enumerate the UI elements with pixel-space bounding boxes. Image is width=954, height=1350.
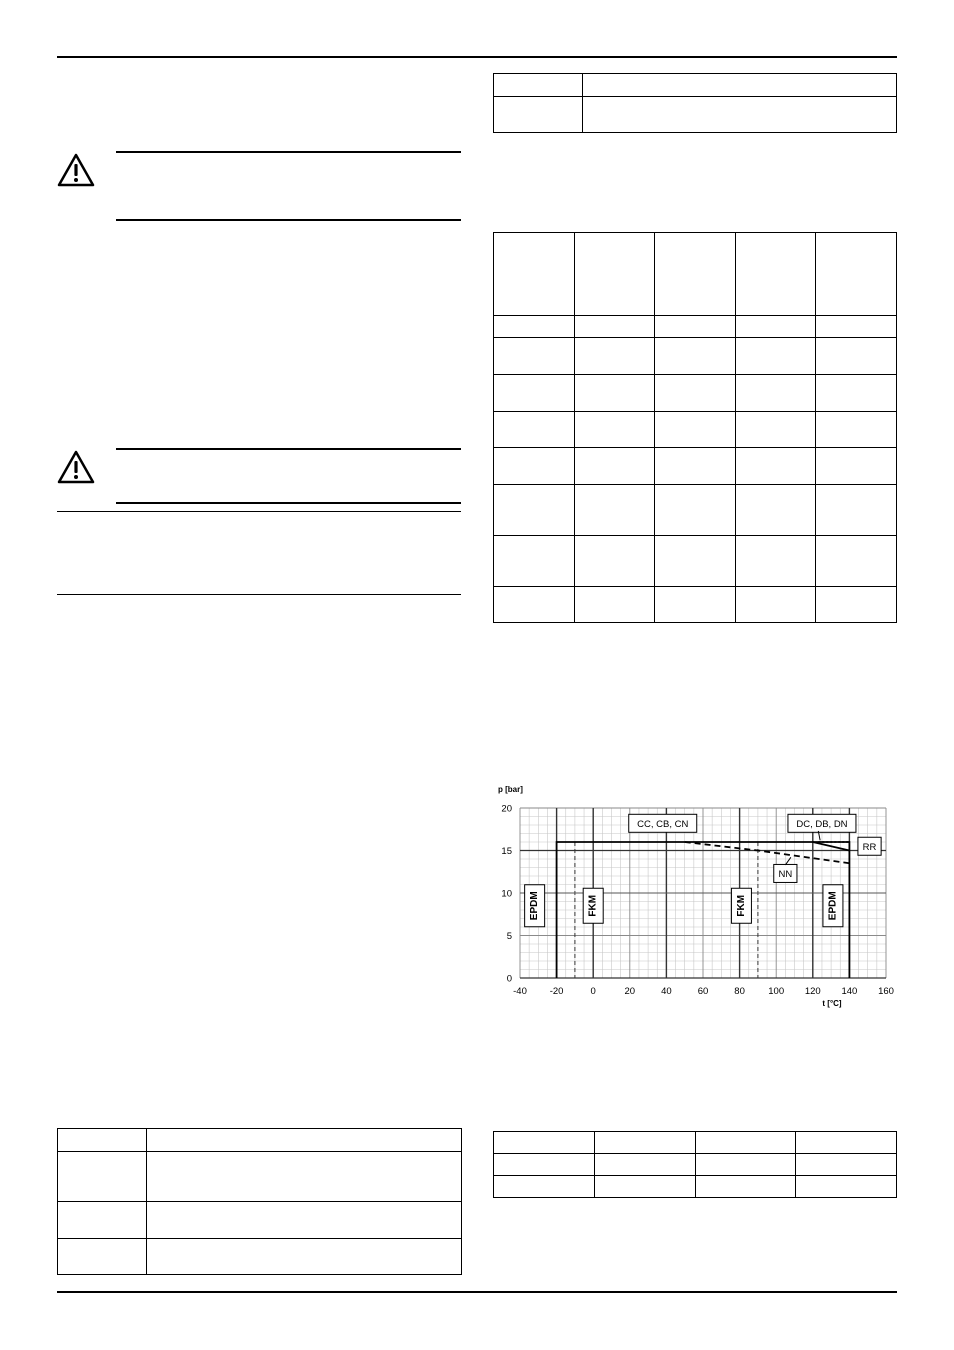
- table-cell: [494, 485, 575, 536]
- x-tick-label: 40: [661, 986, 672, 997]
- table-cell: [147, 1129, 462, 1152]
- bottom-left-table: [57, 1128, 462, 1275]
- table-cell: [494, 97, 583, 133]
- table-cell: [494, 587, 575, 623]
- table-cell: [574, 536, 655, 587]
- warning-rule-top: [116, 151, 461, 153]
- table-cell: [147, 1152, 462, 1202]
- table-cell: [735, 338, 816, 375]
- table-cell: [816, 412, 897, 448]
- annotation-label: RR: [862, 841, 877, 853]
- table-cell: [655, 536, 736, 587]
- annotation-label: FKM: [735, 894, 747, 917]
- warning-rule-top: [116, 448, 461, 450]
- y-tick-label: 10: [501, 888, 512, 900]
- table-cell: [494, 1176, 595, 1198]
- x-tick-label: 160: [878, 986, 894, 997]
- annotation-label: EPDM: [529, 891, 541, 921]
- bottom-right-table: [493, 1131, 897, 1198]
- table-cell: [735, 448, 816, 485]
- x-tick-label: 100: [768, 986, 785, 997]
- table-cell: [816, 233, 897, 316]
- table-cell: [796, 1154, 897, 1176]
- table-cell: [58, 1152, 147, 1202]
- table-cell: [695, 1132, 796, 1154]
- table-cell: [494, 338, 575, 375]
- table-cell: [816, 375, 897, 412]
- annotation-leader: [785, 857, 790, 865]
- table-cell: [594, 1154, 695, 1176]
- table-cell: [655, 412, 736, 448]
- table-cell: [655, 316, 736, 338]
- table-cell: [816, 587, 897, 623]
- table-cell: [695, 1154, 796, 1176]
- y-tick-label: 15: [501, 846, 512, 857]
- table-cell: [583, 74, 897, 97]
- table-cell: [655, 485, 736, 536]
- chart-annotation: [583, 888, 603, 923]
- chart-annotation: [823, 885, 843, 927]
- header-rule: [57, 56, 897, 58]
- table-cell: [735, 316, 816, 338]
- table-cell: [655, 448, 736, 485]
- chart-annotation: [629, 814, 697, 832]
- table-cell: [735, 412, 816, 448]
- table-cell: [796, 1132, 897, 1154]
- x-tick-label: 140: [841, 986, 858, 997]
- table-cell: [574, 375, 655, 412]
- warning-rule-bottom: [116, 502, 461, 504]
- table-cell: [494, 316, 575, 338]
- chart-annotation: [858, 837, 881, 855]
- table-cell: [58, 1239, 147, 1275]
- y-tick-label: 5: [506, 931, 512, 942]
- table-cell: [58, 1202, 147, 1239]
- table-cell: [494, 1154, 595, 1176]
- table-cell: [147, 1239, 462, 1275]
- table-cell: [494, 233, 575, 316]
- table-cell: [494, 1132, 595, 1154]
- annotation-label: NN: [778, 868, 793, 880]
- y-tick-label: 20: [501, 803, 512, 815]
- table-cell: [816, 448, 897, 485]
- table-cell: [574, 587, 655, 623]
- warning-icon: [56, 152, 96, 188]
- table-cell: [594, 1176, 695, 1198]
- table-cell: [735, 233, 816, 316]
- table-cell: [574, 412, 655, 448]
- table-cell: [735, 587, 816, 623]
- table-cell: [816, 316, 897, 338]
- table-cell: [816, 485, 897, 536]
- note-rule-bottom: [57, 594, 461, 595]
- x-tick-label: 80: [734, 986, 745, 997]
- chart-annotation: [788, 814, 856, 832]
- x-tick-label: 20: [624, 986, 636, 997]
- table-cell: [816, 536, 897, 587]
- pressure-temperature-chart: [480, 780, 900, 1020]
- table-cell: [655, 587, 736, 623]
- table-cell: [574, 338, 655, 375]
- table-cell: [574, 485, 655, 536]
- x-tick-label: 0: [590, 986, 596, 997]
- table-cell: [494, 448, 575, 485]
- table-cell: [147, 1202, 462, 1239]
- warning-rule-bottom: [116, 219, 461, 221]
- table-cell: [735, 375, 816, 412]
- table-cell: [796, 1176, 897, 1198]
- table-cell: [494, 412, 575, 448]
- table-cell: [695, 1176, 796, 1198]
- table-cell: [816, 338, 897, 375]
- chart-annotation: [525, 885, 545, 927]
- table-cell: [583, 97, 897, 133]
- table-cell: [735, 485, 816, 536]
- x-tick-label: 120: [804, 986, 821, 997]
- x-axis-label: t [°C]: [822, 999, 842, 1008]
- table-cell: [494, 375, 575, 412]
- table-cell: [574, 316, 655, 338]
- table-cell: [494, 536, 575, 587]
- y-tick-label: 0: [506, 973, 512, 985]
- table-cell: [655, 375, 736, 412]
- annotation-label: EPDM: [827, 891, 839, 921]
- footer-rule: [57, 1291, 897, 1293]
- note-rule-top: [57, 511, 461, 512]
- x-tick-label: -40: [513, 986, 527, 997]
- table-cell: [655, 338, 736, 375]
- table-cell: [58, 1129, 147, 1152]
- x-tick-label: 60: [697, 986, 709, 997]
- warning-icon: [56, 449, 96, 485]
- table-cell: [735, 536, 816, 587]
- table-cell: [574, 233, 655, 316]
- annotation-label: FKM: [587, 894, 599, 917]
- table-cell: [494, 74, 583, 97]
- table-cell: [594, 1132, 695, 1154]
- annotation-label: DC, DB, DN: [796, 818, 848, 830]
- y-axis-label: p [bar]: [498, 785, 523, 794]
- table-cell: [574, 448, 655, 485]
- top-right-table: [493, 73, 897, 133]
- annotation-label: CC, CB, CN: [637, 818, 689, 830]
- table-cell: [655, 233, 736, 316]
- material-table: [493, 232, 897, 623]
- chart-annotation: [774, 864, 797, 882]
- x-tick-label: -20: [549, 986, 564, 997]
- chart-annotation: [731, 888, 751, 923]
